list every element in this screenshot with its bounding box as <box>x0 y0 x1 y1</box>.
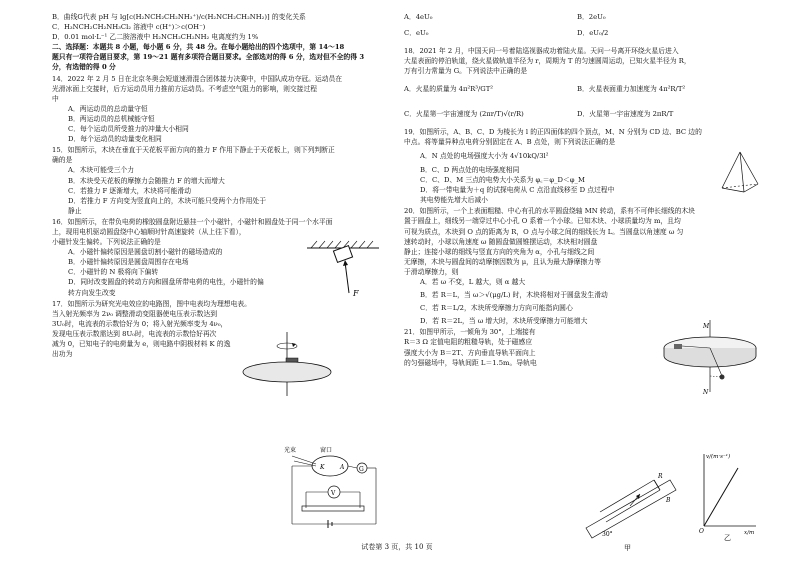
q18-options-row1 <box>404 84 750 94</box>
q17-option-c: C．eU₀ <box>404 29 429 38</box>
section-title-line: 题只有一项符合题目要求，第 19～21 题有多项符合题目要求。全部选对的得 6 分，选对但不全的得 3 <box>52 53 365 62</box>
q18-option-c: C．火星第一宇宙速度为 (2πr/T)√(r/R) <box>404 109 524 118</box>
q19-tetrahedron-figure <box>718 148 762 196</box>
q17-stem: 17．如图所示为研究光电效应的电路图，图中电表均为理想电表。 <box>52 299 251 308</box>
page-footer: 试卷第 3 页，共 10 页 <box>361 543 433 551</box>
q20-option: B．若 R＝L，当 ω＞√(μg/L) 时，木块将相对于圆盘发生滑动 <box>420 291 608 300</box>
label-angle: 30° <box>602 531 613 538</box>
q17-option-a: A．4eU₀ <box>404 13 433 21</box>
q17-circuit-figure <box>282 444 382 536</box>
q15-ceiling-figure <box>305 238 381 300</box>
q15-option: 静止 <box>68 206 82 215</box>
q20-stem: 于滑动摩擦力，则 <box>404 267 459 276</box>
q16-disk-figure <box>232 330 342 402</box>
q13-option-c: C．H₃NCH₂CH₂NH₃Cl₂ 溶液中 c(H⁺)＞c(OH⁻) <box>52 23 206 32</box>
q17-stem: 发现电压表示数需达到 8U₀时，电流表的示数恰好再次 <box>52 329 217 338</box>
q16-stem: 小磁针发生偏转。下列说法正确的是 <box>52 238 161 247</box>
q20-option: C．若 R＝L/2，木块所受摩擦力方向可能指向圆心 <box>420 304 573 313</box>
q15-option: C．若推力 F 逐渐增大，木块将可能滑动 <box>68 186 191 195</box>
force-label-f: F <box>353 289 359 298</box>
q15-stem: 15．如图所示，木块在垂直于天花板平面方向的推力 F 作用下静止于天花板上，则下列判断正 <box>52 146 335 155</box>
q15-option: A．木块可能受三个力 <box>68 166 135 175</box>
q19-option: C．C、D、M 三点的电势大小关系为 φ꜀＝φ_D＜φ_M <box>420 176 585 185</box>
q19-option: D．将一带电量为＋q 的试探电荷从 C 点沿直线移至 D 点过程中 <box>420 186 615 195</box>
label-origin: O <box>699 528 704 535</box>
left-column <box>52 12 397 359</box>
q17-option-d: D．eU₀/2 <box>577 29 609 38</box>
q16-stem: 上，现用电机驱动圆盘绕中心轴顺时针高速旋转（从上往下看）， <box>52 227 246 236</box>
q18-stem: 18．2021 年 2 月，中国天问一号着陆巡视器成功着陆火星。天问一号离开环绕火星后进入 <box>404 47 679 56</box>
q16-option: D．同时改变圆盘的转动方向和圆盘所带电荷的电性，小磁针的偏 <box>68 278 264 287</box>
q17-stem: 当入射光频率为 2ν₀ 调整滑动变阻器使电压表示数达到 <box>52 309 218 318</box>
q15-stem: 确的是 <box>52 156 73 165</box>
q13-option-b: B．曲线G代表 pH 与 lg[c(H₂NCH₂CH₂NH₃⁺)/c(H₂NCH₂CH₂NH₂)] 的变化关系 <box>52 13 306 21</box>
q18-option-b: B．火星表面重力加速度为 4π²R/T² <box>577 85 686 94</box>
q18-stem: 万有引力常量为 G。下列说法中正确的是 <box>404 67 528 76</box>
q17-stem: 3U₀时，电流表的示数恰好为 0；将入射光频率变为 4ν₀， <box>52 319 228 328</box>
q20-rotating-disk-figure <box>660 318 760 398</box>
label-k: K <box>320 464 325 471</box>
label-window: 窗口 <box>320 447 333 454</box>
q20-stem: 可视为质点，木块到 O 点的距离为 R，O 点与小球之间的细线长为 L。当圆盘以角速度 ω 匀 <box>404 227 684 236</box>
q21-figure-b-velocity-graph <box>690 450 760 542</box>
q19-stem: 19．如图所示，A、B、C、D 为棱长为 l 的正四面体的四个顶点，M、N 分别为 CD 边、BC 边的 <box>404 127 702 136</box>
q20-stem: 无摩擦，木块与圆盘间的动摩擦因数为 μ，且认为最大静摩擦力等 <box>404 257 601 266</box>
q20-stem: 静止；连接小球的细线与竖直方向的夹角为 α，小孔与细线之间 <box>404 247 595 256</box>
section-title-line: 分，有选错的得 0 分 <box>52 63 116 72</box>
q14-option: C．每个运动员所受推力的冲量大小相同 <box>68 125 189 134</box>
q16-option: A．小磁针偏转原因是圆盘切割小磁针的磁场造成的 <box>68 248 223 257</box>
q17-stem: 出功为 <box>52 350 73 359</box>
q19-option: 其电势能先增大后减小 <box>420 196 488 205</box>
q21-stem: 强度大小为 B＝2T、方向垂直导轨平面向上 <box>404 348 536 357</box>
q21-stem: R＝3 Ω 定值电阻的粗糙导轨，处于磁感应 <box>404 338 533 347</box>
q19-option: A．N 点处的电场强度大小为 4√10kQ/3l² <box>420 151 549 160</box>
label-b: B <box>666 497 671 504</box>
q20-option: A．若 ω 不变，L 越大，则 α 越大 <box>420 277 526 286</box>
q20-stem: 速转动时，小球以角速度 ω 随圆盘做圆锥摆运动，木块相对圆盘 <box>404 237 598 246</box>
q18-stem: 大星表面的停泊轨道，绕火星做轨道半径为 r，周期为 T 的匀速圆周运动，已知火星半径为 R， <box>404 57 691 66</box>
q17-options-row1 <box>404 12 750 22</box>
section-title-line: 二、选择题：本题共 8 小题，每小题 6 分，共 48 分。在每小题给出的四个选项中，第 14～18 <box>52 43 345 52</box>
q17-option-b: B．2eU₀ <box>577 13 606 21</box>
q15-option: D．若推力 F 方向变为竖直向上的，木块可能只受两个力作用处于 <box>68 196 267 205</box>
right-column <box>404 12 750 368</box>
q17-options-row2 <box>404 28 750 38</box>
q14-option: B．两运动员的总机械能守恒 <box>68 114 155 123</box>
q14-option: D．每个运动员的动量变化相同 <box>68 135 162 144</box>
label-g: G <box>359 466 364 473</box>
label-fig-yi: 乙 <box>724 534 731 542</box>
q21-figure-a-incline <box>580 450 680 552</box>
q21-stem: 21．如图甲所示，一倾角为 30°，上端接有 <box>404 328 536 337</box>
q15-option: B．木块受天花板的摩擦力会随推力 F 的增大而增大 <box>68 176 225 185</box>
q16-stem: 16．如图所示，在带负电荷的橡胶圆盘附近悬挂一个小磁针，小磁针和圆盘处于同一个水平面 <box>52 217 333 226</box>
q20-option: D．若 R＝2L，当 ω 增大时，木块所受摩擦力可能增大 <box>420 317 588 326</box>
q18-option-a: A．火星的质量为 4π²R³/GT² <box>404 85 493 94</box>
q14-option: A．两运动员的总动量守恒 <box>68 104 148 113</box>
q19-stem: 中点。将等量异种点电荷分别固定在 A、B 点处，则下列说法正确的是 <box>404 137 616 146</box>
q17-stem: 减为 0，已知电子的电荷量为 e，则电路中阴极材料 K 的逸 <box>52 340 231 348</box>
q14-stem: 光滑冰面上交接时，后方运动员用力推前方运动员。不考虑空气阻力的影响，则交接过程 <box>52 84 318 93</box>
svg-text:M: M <box>703 323 710 330</box>
q18-option-d: D．火星第一宇宙速度为 2πR/T <box>577 109 674 118</box>
label-x-axis: x/m <box>744 530 755 536</box>
q16-option: C．小磁针的 N 极将向下偏转 <box>68 268 159 277</box>
q16-option: B．小磁针偏转原因是圆盘周围存在电场 <box>68 258 189 267</box>
label-r: R <box>658 473 663 480</box>
q14-stem: 中 <box>52 94 59 103</box>
label-v: V <box>331 490 336 497</box>
svg-text:N: N <box>703 389 709 396</box>
q14-stem: 14．2022 年 2 月 5 日在北京冬奥会短道速滑混合团体接力决赛中，中国队成功夺冠。运动员在 <box>52 74 343 83</box>
label-a: A <box>340 464 345 471</box>
label-fig-jia: 甲 <box>624 544 631 552</box>
q21-stem: 的匀强磁场中，导轨间距 L＝1.5m。导轨电 <box>404 358 537 367</box>
q13-option-d: D．0.01 mol·L⁻¹ 乙二胺溶液中 H₂NCH₂CH₂NH₂ 电离度约为 1% <box>52 33 259 42</box>
q18-options-row2 <box>404 109 750 119</box>
label-v-axis: v/(m·s⁻¹) <box>706 454 731 460</box>
q20-stem: 置于圆盘上，细线另一端穿过中心小孔 O 系着一个小球。已知木块、小球质量均为 m，且均 <box>404 217 681 226</box>
q19-option: B．C、D 两点处的电场强度相同 <box>420 165 520 174</box>
q20-stem: 20．如图所示，一个上表面粗糙、中心有孔的水平圆盘绕轴 MN 转动，系有不可伸长细线的木块 <box>404 207 695 216</box>
label-light-beam: 光束 <box>284 447 297 454</box>
q16-option: 转方向发生改变 <box>68 288 116 297</box>
